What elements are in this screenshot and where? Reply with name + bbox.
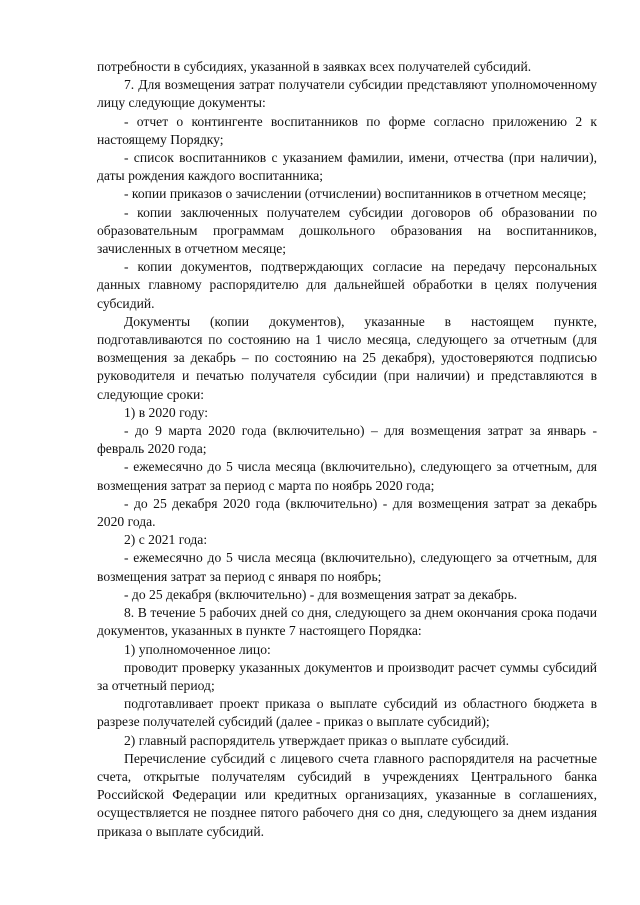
paragraph-continuation: потребности в субсидиях, указанной в заявках всех получателей субсидий. xyxy=(97,59,532,74)
paragraph-item-8: 8. В течение 5 рабочих дней со дня, следующего за днем окончания срока подачи документов, указанных в пункте 7 настоящего Порядка: xyxy=(97,605,597,639)
list-item-pupil-list: - список воспитанников с указанием фамилии, имени, отчества (при наличии), даты рождения каждого воспитанника; xyxy=(97,150,597,184)
paragraph-documents-terms: Документы (копии документов), указанные в настоящем пункте, подготавливаются по состоянию на 1 число месяца, следующего за отчетным (для возмещения за декабрь – по состоянию на 25 декабря), удостоверяются подписью руководителя и печатью получателя субсидии (при наличии) и представляются в следующие сроки: xyxy=(97,313,597,402)
list-item-order-copies: - копии приказов о зачислении (отчислении) воспитанников в отчетном месяце; xyxy=(124,186,587,202)
paragraph-item-7: 7. Для возмещения затрат получатели субсидии представляют уполномоченному лицу следующие документы: xyxy=(97,77,597,111)
list-item-2020-march: - до 9 марта 2020 года (включительно) – для возмещения затрат за январь - февраль 2020 года; xyxy=(97,423,597,457)
paragraph-transfer: Перечисление субсидий с лицевого счета главного распорядителя на расчетные счета, открытые получателям субсидий в учреждениях Центрального банка Российской Федерации или кредитных организациях, указанные в соглашениях, осуществляется не позднее пятого рабочего дня со дня, следующего за днем издания приказа о выплате субсидий. xyxy=(97,750,597,839)
subheading-authorized-person: 1) уполномоченное лицо: xyxy=(124,641,271,657)
list-item-2020-december: - до 25 декабря 2020 года (включительно) - для возмещения затрат за декабрь 2020 года. xyxy=(97,495,597,530)
list-item-contract-copies: - копии заключенных получателем субсидии договоров об образовании по образовательным программам дошкольного образования на воспитанников, зачисленных в отчетном месяце; xyxy=(97,204,597,257)
subheading-2020: 1) в 2020 году: xyxy=(124,404,209,420)
subheading-2021: 2) с 2021 года: xyxy=(124,532,208,548)
paragraph-approval: 2) главный распорядитель утверждает приказ о выплате субсидий. xyxy=(124,732,510,748)
list-item-2020-monthly: - ежемесячно до 5 числа месяца (включительно), следующего за отчетным, для возмещения затрат за период с марта по ноябрь 2020 года; xyxy=(97,459,597,493)
paragraph-draft-order: подготавливает проект приказа о выплате субсидий из областного бюджета в разрезе получателей субсидий (далее - приказ о выплате субсидий); xyxy=(97,696,597,730)
paragraph-check: проводит проверку указанных документов и производит расчет суммы субсидий за отчетный период; xyxy=(97,659,597,693)
list-item-consent-copies: - копии документов, подтверждающих согласие на передачу персональных данных главному распорядителю для дальнейшей обработки в целях получения субсидий. xyxy=(97,259,597,311)
list-item-report: - отчет о контингенте воспитанников по форме согласно приложению 2 к настоящему Порядку; xyxy=(97,113,597,147)
list-item-2021-december: - до 25 декабря (включительно) - для возмещения затрат за декабрь. xyxy=(124,586,518,602)
list-item-2021-monthly: - ежемесячно до 5 числа месяца (включительно), следующего за отчетным, для возмещения затрат за период с января по ноябрь; xyxy=(97,550,597,584)
document-page xyxy=(97,58,597,841)
